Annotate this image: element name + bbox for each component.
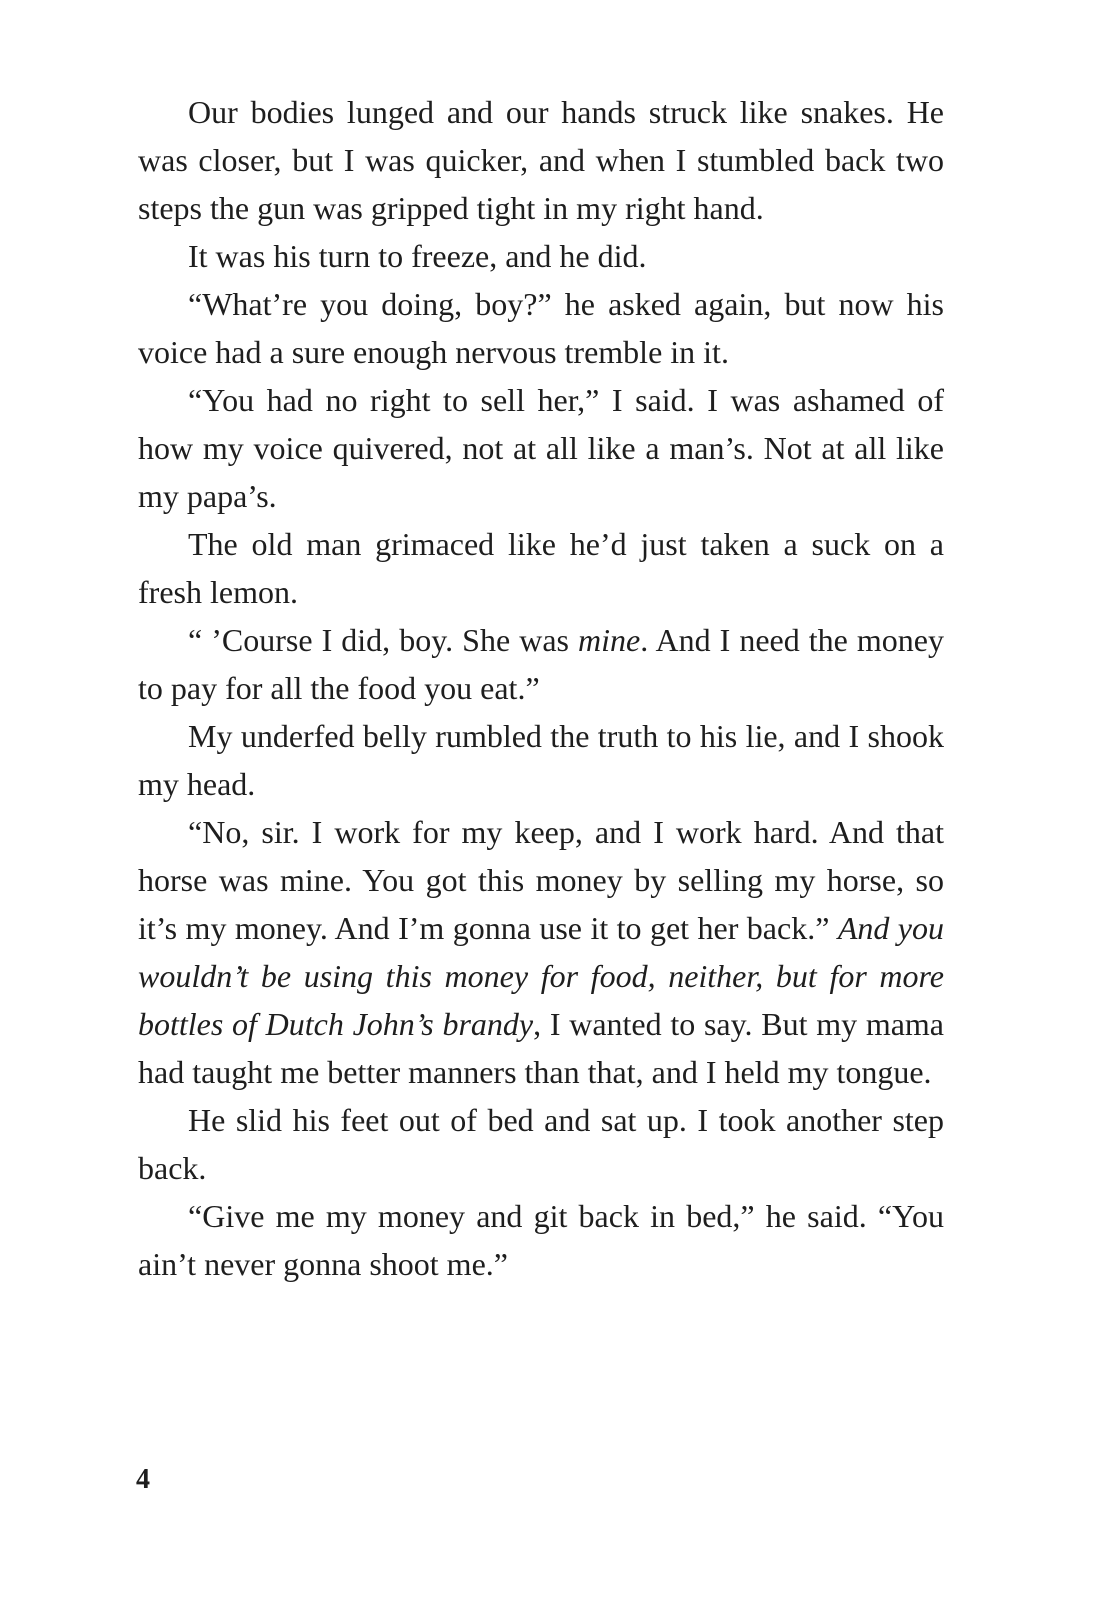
paragraph-text: He slid his feet out of bed and sat up. I took another step back. bbox=[138, 1102, 944, 1186]
paragraph-text: “No, sir. I work for my keep, and I work hard. And that horse was mine. You got this money by selling my horse, so it’s my money. And I’m gonna use it to get her back.” bbox=[138, 814, 944, 946]
paragraph bbox=[138, 1096, 944, 1192]
paragraph-text: The old man grimaced like he’d just taken a suck on a fresh lemon. bbox=[138, 526, 944, 610]
page-number: 4 bbox=[136, 1464, 150, 1495]
paragraph bbox=[138, 808, 944, 1096]
paragraph-text: “ ’Course I did, boy. She was bbox=[188, 622, 579, 658]
paragraph bbox=[138, 1192, 944, 1288]
paragraph-text: . And I need the money to pay for all the food you eat.” bbox=[138, 622, 945, 706]
paragraph-text: “Give me my money and git back in bed,” he said. “You ain’t never gonna shoot me.” bbox=[138, 1198, 944, 1282]
body-text bbox=[138, 88, 944, 1288]
paragraph-text: It was his turn to freeze, and he did. bbox=[188, 238, 647, 274]
paragraph-text: Our bodies lunged and our hands struck like snakes. He was closer, but I was quicker, and when I stumbled back two steps the gun was gripped tight in my right hand. bbox=[138, 94, 944, 226]
paragraph bbox=[138, 88, 944, 232]
paragraph bbox=[138, 712, 944, 808]
paragraph bbox=[138, 280, 944, 376]
italic-text: And you wouldn’t be using this money for food, neither, but for more bottles of Dutch John’s brandy bbox=[138, 910, 945, 1042]
paragraph-text: , I wanted to say. But my mama had taught me better manners than that, and I held my tongue. bbox=[138, 1006, 945, 1090]
italic-text: mine bbox=[578, 622, 641, 658]
paragraph bbox=[138, 376, 944, 520]
paragraph bbox=[138, 520, 944, 616]
paragraph-text: My underfed belly rumbled the truth to his lie, and I shook my head. bbox=[138, 718, 944, 802]
paragraph bbox=[138, 616, 944, 712]
paragraph-text: “What’re you doing, boy?” he asked again, but now his voice had a sure enough nervous tremble in it. bbox=[138, 286, 944, 370]
paragraph-text: “You had no right to sell her,” I said. I was ashamed of how my voice quivered, not at all like a man’s. Not at all like my papa’s. bbox=[138, 382, 944, 514]
paragraph bbox=[138, 232, 944, 280]
